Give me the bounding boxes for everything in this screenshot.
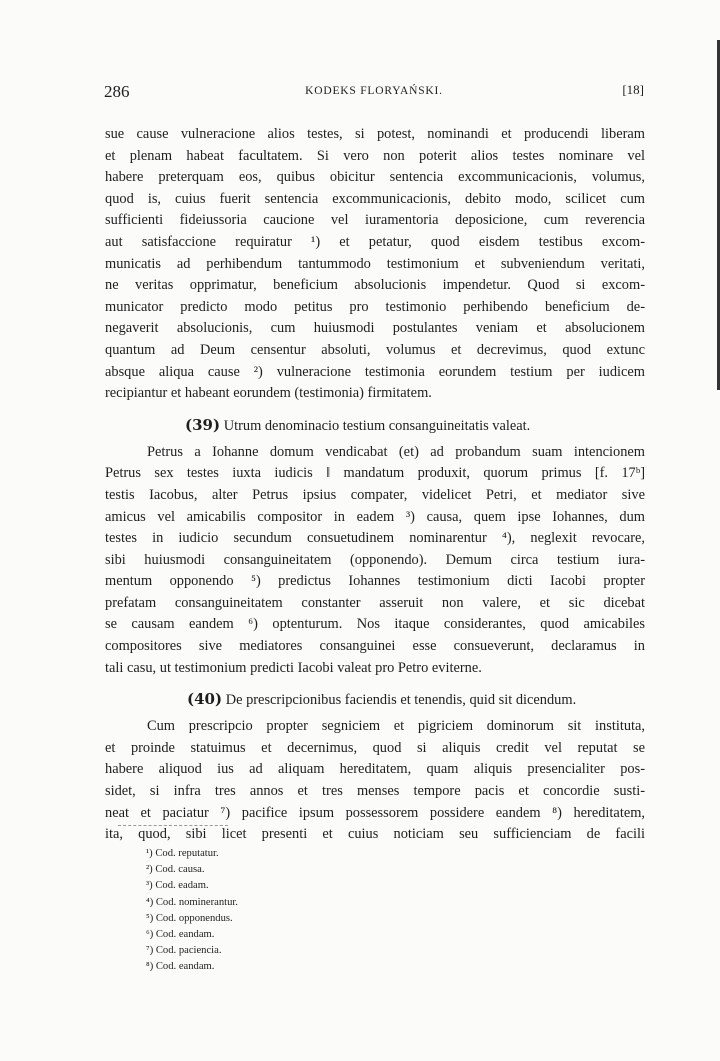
text-line: habere aliquod ius ad aliquam hereditatem, quam aliquis presencialiter pos- bbox=[105, 761, 645, 778]
heading-text: Utrum denominacio testium consanguineitatis valeat. bbox=[223, 417, 531, 434]
text-line: prefatam consanguineitatem constanter asseruit non valere, et sic dicebat bbox=[105, 594, 645, 611]
footnote: ²) Cod. causa. bbox=[146, 864, 205, 876]
section-heading-40 bbox=[105, 683, 645, 716]
text-line: compositores sive mediatores consanguinei esse consueverunt, declaramus in bbox=[105, 638, 645, 655]
text-line: municatis ad perhibendum tantummodo testimonium et subveniendum veritati, bbox=[105, 255, 645, 272]
text-line: sufficienti fideiussoria caucione vel iuramentoria deposicione, cum reverencia bbox=[105, 212, 645, 229]
text-line: quod is, cuius fuerit sentencia excommunicacionis, debito modo, scilicet cum bbox=[105, 190, 645, 207]
footnotes bbox=[146, 846, 238, 976]
footnote: ⁵) Cod. opponendus. bbox=[146, 912, 233, 924]
text-line: municator predicto modo petitus pro testimonio perhibendo beneficium de- bbox=[105, 298, 645, 315]
text-line: testis Iacobus, alter Petrus ipsius compater, videlicet Petri, et mediator sive bbox=[105, 486, 645, 503]
footnote: ⁷) Cod. paciencia. bbox=[146, 945, 222, 957]
footnote-rule bbox=[118, 825, 228, 826]
text-line: Petrus sex testes iuxta iudicis ‖ mandatum produxit, quorum primus [f. 17ᵇ] bbox=[105, 465, 645, 482]
text-line: Cum prescripcio propter segniciem et pigriciem dominorum sit instituta, bbox=[147, 718, 645, 735]
heading-number: (39) bbox=[185, 415, 221, 434]
text-line: amicus vel amicabilis compositor in eadem ³) causa, quem ipse Iohannes, dum bbox=[105, 508, 645, 525]
page-number: 286 bbox=[104, 82, 130, 101]
text-line: sue cause vulneracione alios testes, si potest, nominandi et producendi liberam bbox=[105, 126, 645, 142]
text-line: et plenam habeat facultatem. Si vero non poterit alios testes nominare vel bbox=[105, 147, 645, 164]
section-marker: [18] bbox=[622, 82, 644, 97]
footnote: ⁴) Cod. nominerantur. bbox=[146, 896, 238, 908]
text-line: et proinde statuimus et decernimus, quod si aliquis credit vel reputat se bbox=[105, 739, 645, 756]
text-line: se causam eandem ⁶) optenturum. Nos itaque considerantes, quod amicabiles bbox=[105, 616, 645, 633]
text-line: sibi huiusmodi consanguineitatem (opponendo). Demum circa testium iura- bbox=[105, 551, 645, 568]
text-line: testes in iudicio secundum consuetudinem nominarentur ⁴), neglexit revocare, bbox=[105, 530, 645, 547]
text-line: habere preterquam eos, quibus obicitur sentencia excommunicacionis, volumus, bbox=[105, 169, 645, 186]
paragraph-3 bbox=[105, 716, 645, 846]
text-line: absque aliqua cause ²) vulneracione testimonia eorundem testium per iudicem bbox=[105, 363, 645, 380]
running-title: KODEKS FLORYAŃSKI. bbox=[305, 85, 443, 97]
text-line: mentum opponendo ⁵) predictus Iohannes testimonium dicti Iacobi propter bbox=[105, 573, 645, 590]
text-line: quantum ad Deum censentur absoluti, volumus et decrevimus, quod extunc bbox=[105, 341, 645, 358]
text-line: negaverit absolucionis, cum huiusmodi postulantes veniam et absolucionem bbox=[105, 320, 645, 337]
text-line: Petrus a Iohanne domum vendicabat (et) ad probandum suam intencionem bbox=[147, 443, 645, 460]
footnote: ⁸) Cod. eandam. bbox=[146, 961, 215, 973]
text-line: aut satisfaccione requiratur ¹) et petatur, quod eisdem testibus excom- bbox=[105, 233, 645, 250]
text-line: sidet, si infra tres annos et tres menses tempore pacis et concordie susti- bbox=[105, 783, 645, 800]
section-heading-39 bbox=[105, 409, 645, 442]
footnote: ³) Cod. eadam. bbox=[146, 880, 209, 892]
paragraph-2 bbox=[105, 442, 645, 680]
footnote: ⁶) Cod. eandam. bbox=[146, 929, 215, 941]
text-line: tali casu, ut testimonium predicti Iacobi valeat pro Petro eviterne. bbox=[105, 659, 482, 676]
text-line: ne veritas opprimatur, beneficium absolucionis impendetur. Quod si excom- bbox=[105, 277, 645, 294]
paragraph-1 bbox=[105, 124, 645, 405]
heading-number: (40) bbox=[187, 690, 223, 709]
text-line: ita, quod, sibi licet presenti et cuius noticiam seu sufficienciam de facili bbox=[105, 826, 645, 843]
heading-text: De prescripcionibus faciendis et tenendis, quid sit dicendum. bbox=[225, 692, 577, 709]
footnote: ¹) Cod. reputatur. bbox=[146, 848, 219, 859]
body-text bbox=[105, 124, 645, 846]
text-line: neat et paciatur ⁷) pacifice ipsum possessorem possidere eandem ⁸) hereditatem, bbox=[105, 804, 645, 821]
page-header bbox=[104, 82, 644, 106]
text-line: recipiantur et habeant eorundem (testimonia) firmitatem. bbox=[105, 385, 432, 402]
